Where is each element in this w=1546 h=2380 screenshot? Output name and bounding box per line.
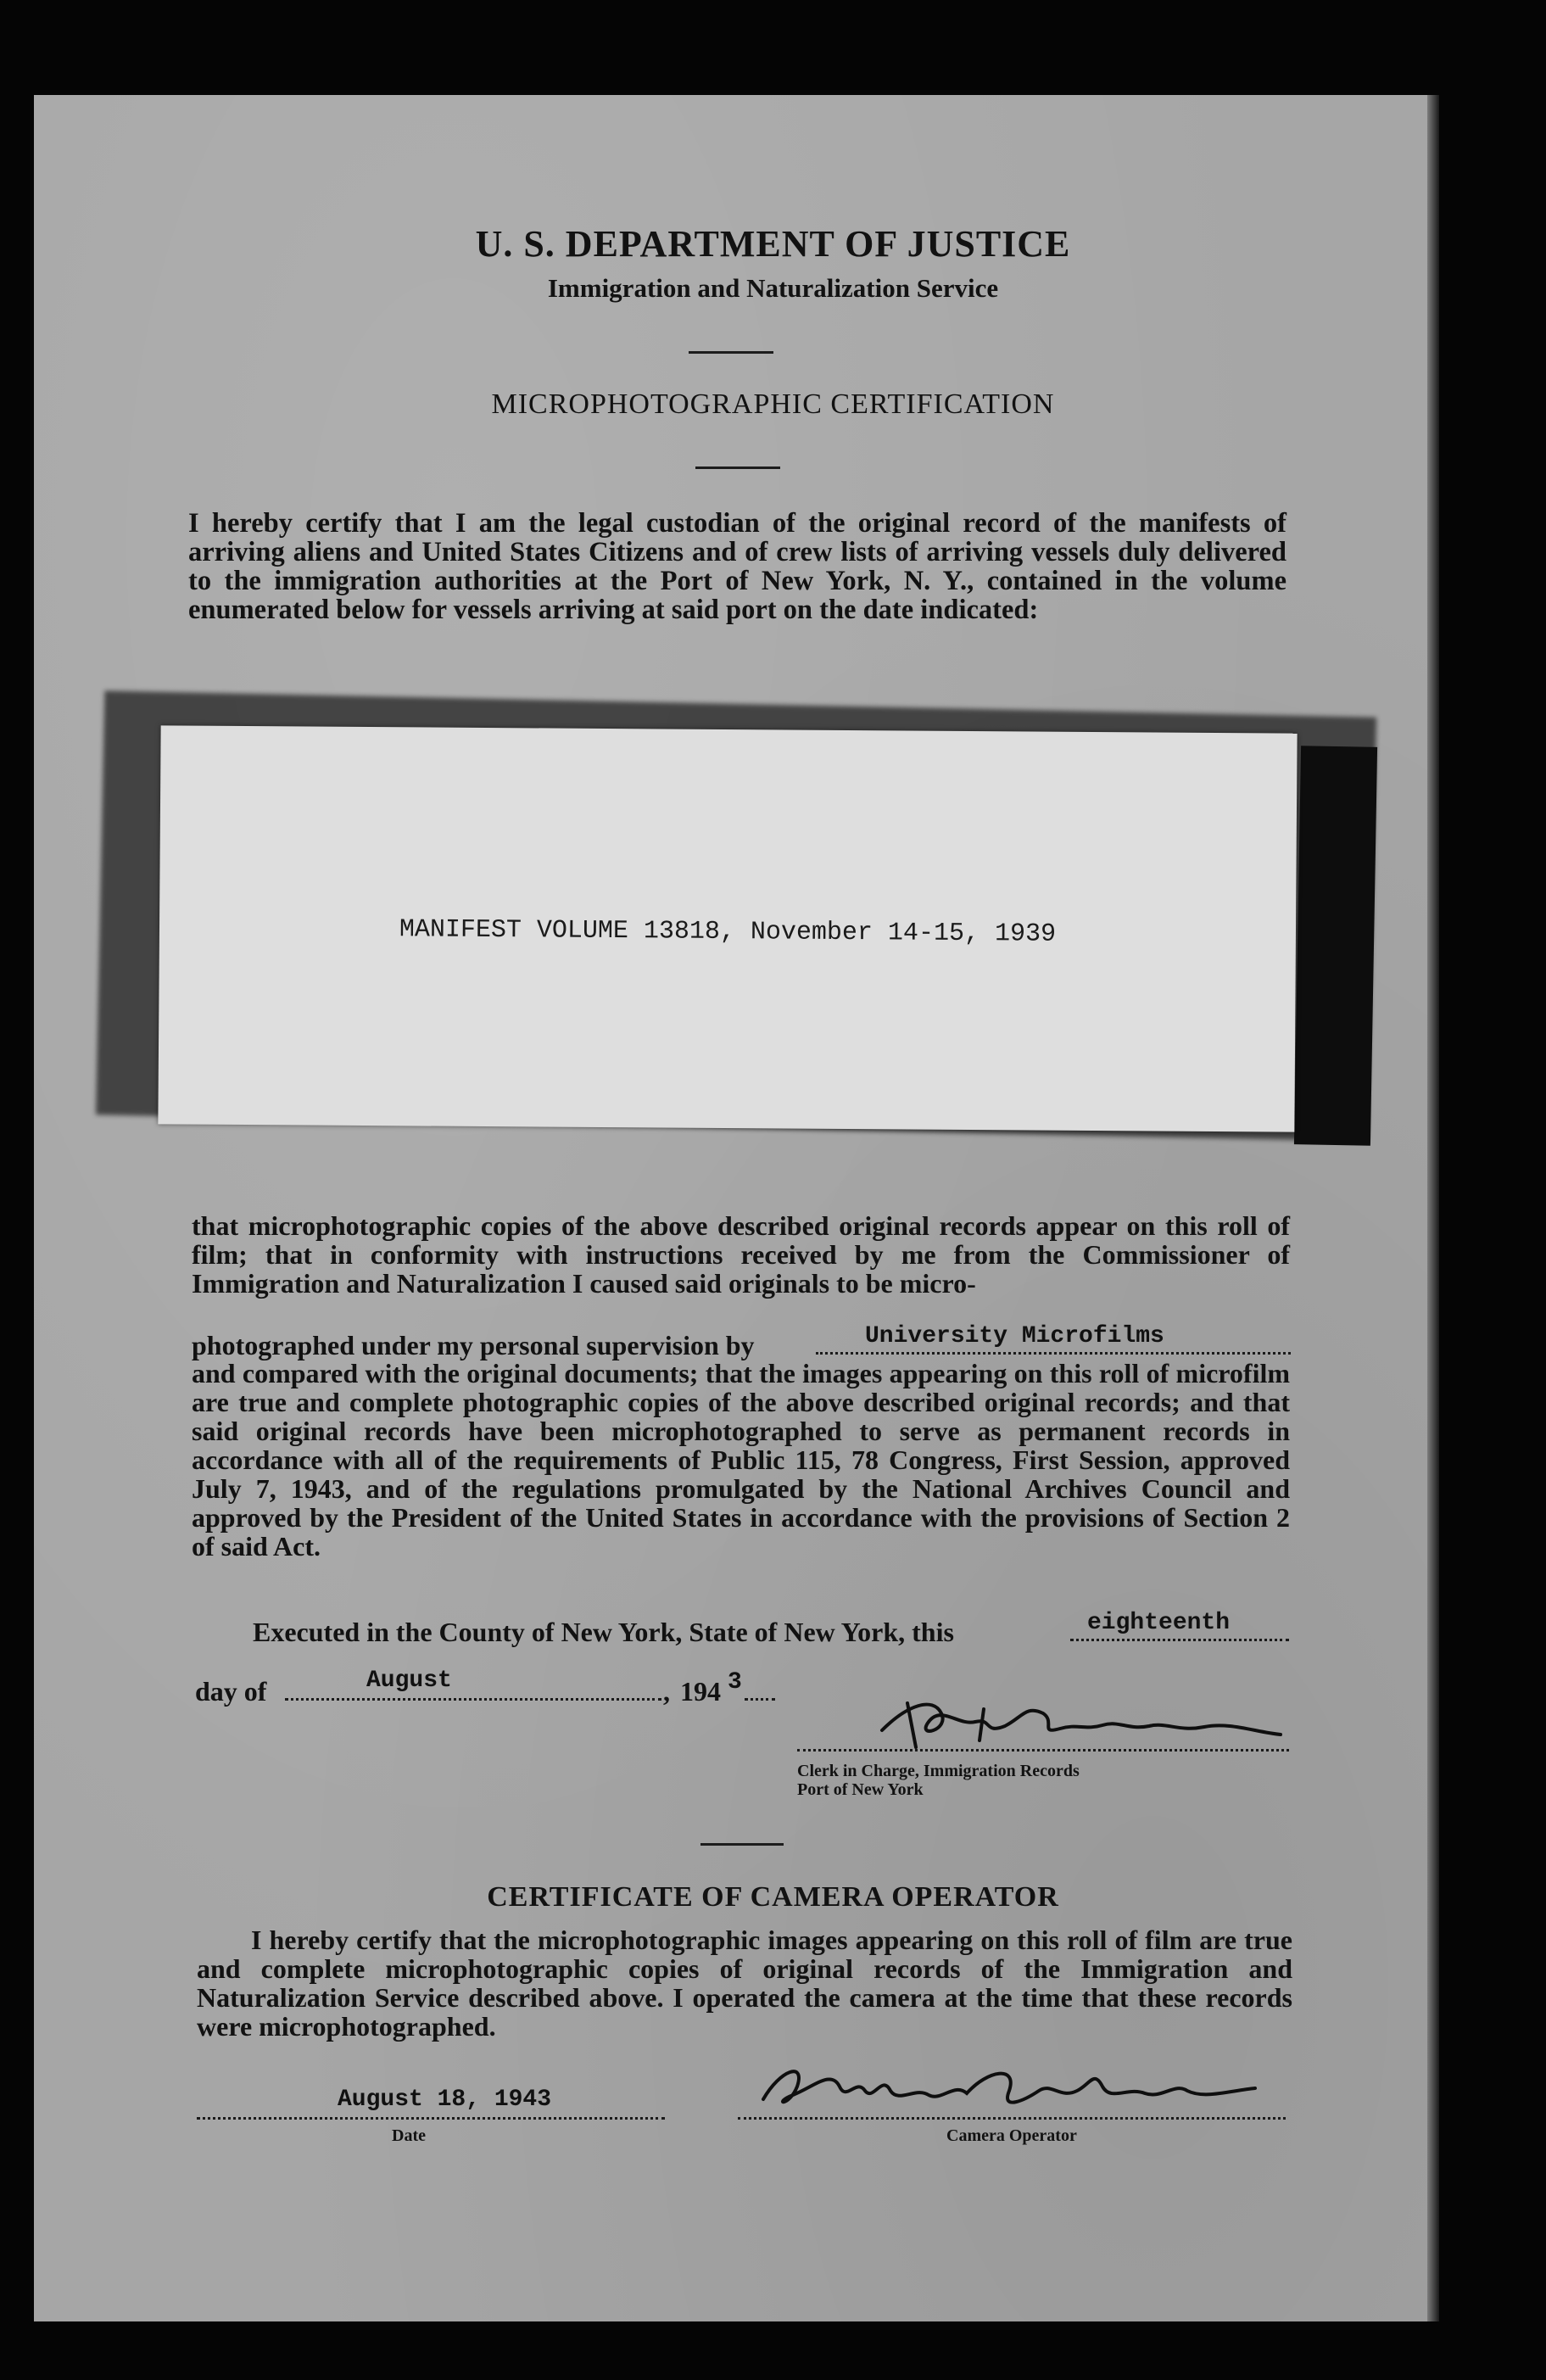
photographed-by-value: University Microfilms <box>865 1323 1164 1349</box>
day-of-label: day of <box>195 1676 267 1707</box>
executed-day-line <box>1070 1637 1289 1641</box>
camera-date-label: Date <box>392 2126 426 2145</box>
camera-date-value: August 18, 1943 <box>338 2087 552 2113</box>
manifest-slip <box>158 725 1297 1131</box>
manifest-volume-text: MANIFEST VOLUME 13818, November 14-15, 1939 <box>399 915 1057 949</box>
slip-shadow-edge <box>1294 746 1377 1145</box>
executed-day-value: eighteenth <box>1087 1610 1231 1636</box>
clerk-signature <box>857 1688 1298 1756</box>
sheet-edge <box>1427 95 1439 2321</box>
camera-operator-signature <box>746 2053 1289 2120</box>
certification-title: MICROPHOTOGRAPHIC CERTIFICATION <box>491 388 1055 420</box>
certification-intro: I hereby certify that I am the legal custodian of the original record of the manifests of arriving aliens and United States Citizens and of crew lists of arriving vessels duly delivered to the immigration authorities at the Port of New York, N. Y., contained in the volume enumerated below for vessels arriving at said port on the date indicated: <box>188 508 1286 625</box>
camera-certificate-text: I hereby certify that the microphotographic images appearing on this roll of film are true and complete microphotographic copies of original records of the Immigration and Naturalization Service described above. I operated the camera at the time that these records were microphotographed. <box>197 1925 1292 2042</box>
year-line <box>745 1696 775 1701</box>
year-separator: , <box>663 1676 670 1707</box>
camera-date-line <box>197 2115 665 2120</box>
executed-label: Executed in the County of New York, State of New York, this <box>253 1617 954 1647</box>
camera-certificate-title: CERTIFICATE OF CAMERA OPERATOR <box>487 1881 1059 1913</box>
certification-body-pre: that microphotographic copies of the above described original records appear on this roll of film; that in conformity with instructions received by me from the Commissioner of Immigration and Naturalization I caused said originals to be micro- <box>192 1210 1290 1299</box>
clerk-signature-line <box>797 1747 1289 1751</box>
divider-camera-section <box>700 1843 784 1846</box>
month-value: August <box>366 1668 452 1694</box>
clerk-title-line2: Port of New York <box>797 1780 924 1799</box>
month-line <box>285 1696 661 1701</box>
clerk-title-line1: Clerk in Charge, Immigration Records <box>797 1762 1080 1780</box>
certification-body-post: and compared with the original documents; that the images appearing on this roll of microfilm are true and complete photographic copies of the above described original records; and that said original records have been microphotographed to serve as permanent records in accordance with all of the requirements of Public 115, 78 Congress, First Session, approved July 7, 1943, and of the regulations promulgated by the National Archives Council and approved by the President of the United States in accordance with the provisions of Section 2 of said Act. <box>192 1358 1290 1562</box>
department-heading: U. S. DEPARTMENT OF JUSTICE <box>475 223 1071 265</box>
service-subheading: Immigration and Naturalization Service <box>547 273 999 303</box>
photographed-by-label: photographed under my personal supervision by <box>192 1330 755 1360</box>
year-prefix: 194 <box>680 1676 721 1707</box>
year-digit: 3 <box>728 1669 742 1696</box>
camera-operator-line <box>738 2115 1286 2120</box>
divider-under-title <box>695 467 780 469</box>
divider-top <box>689 351 773 354</box>
camera-operator-label: Camera Operator <box>946 2126 1077 2145</box>
photographed-by-line <box>816 1350 1291 1355</box>
